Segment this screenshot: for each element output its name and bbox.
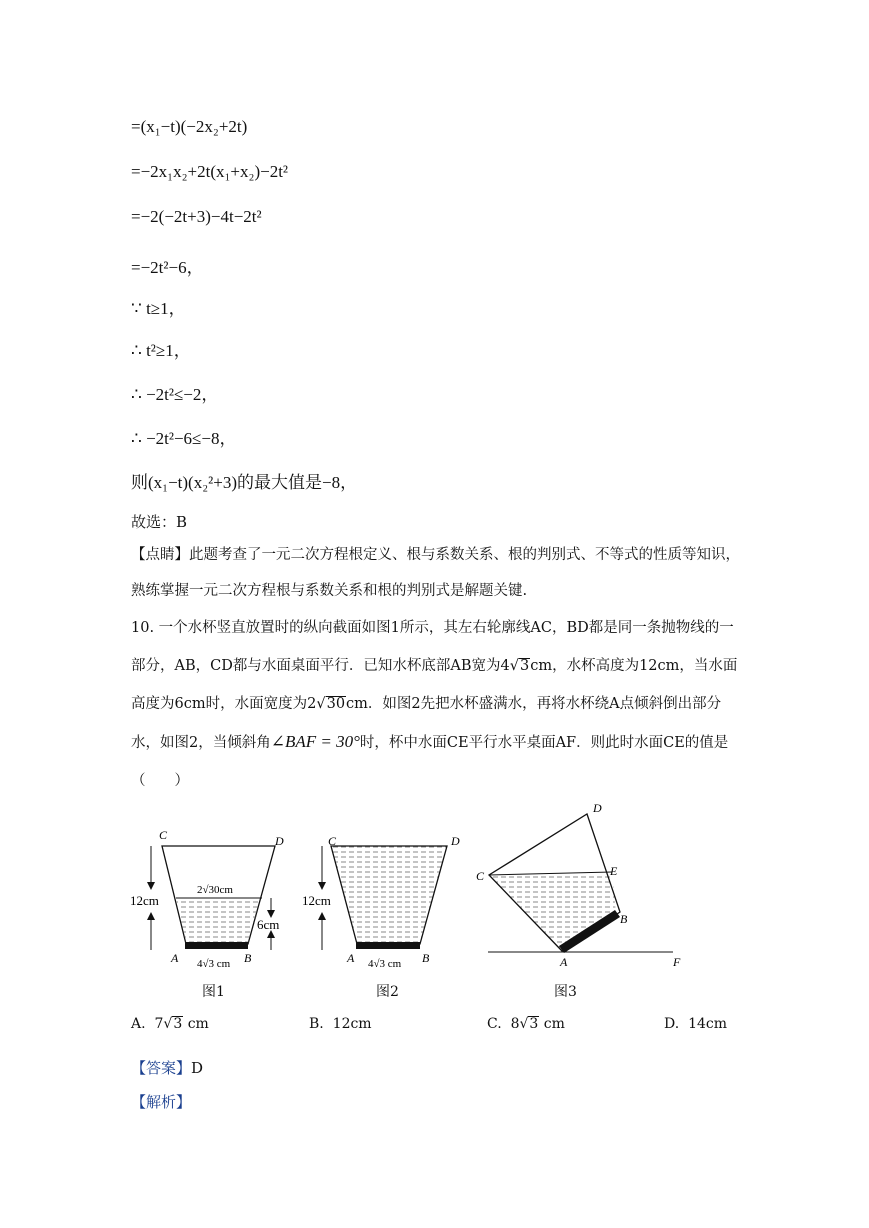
figures (125, 800, 725, 1000)
option-d[interactable]: D. 14cm (664, 1016, 728, 1032)
fig3-label-a: A (560, 955, 568, 969)
fig1-label-d: D (275, 834, 284, 848)
question-number: 10. (131, 620, 155, 636)
answer-value: D (191, 1059, 204, 1077)
step-6: ∴ t²≥1， (131, 341, 191, 360)
fig2-label-c: C (328, 834, 337, 848)
fig1-label-a: A (171, 951, 179, 965)
choice-line: 故选：B (131, 513, 188, 531)
fig1-label-b: B (244, 951, 252, 965)
comment-text: 此题考查了一元二次方程根定义、根与系数关系、根的判别式、不等式的性质等知识，熟练掌握一元二次方程根与系数关系和根的判别式是解题关键. (131, 547, 740, 599)
step-8: ∴ −2t²−6≤−8， (131, 429, 237, 448)
fig2-label-b: B (422, 951, 430, 965)
fig3-label-c: C (476, 869, 485, 883)
option-b[interactable]: B. 12cm (309, 1016, 372, 1032)
fig1-water-height-label: 6cm (257, 917, 280, 932)
fig2-height-label: 12cm (302, 893, 331, 908)
fig1-base-label: 4√3 cm (197, 958, 231, 970)
option-c[interactable]: C. 8√3 cm (487, 1016, 565, 1032)
comment-paragraph (131, 537, 741, 609)
fig3-caption: 图3 (554, 984, 577, 1000)
figure-3 (476, 801, 681, 969)
question-text-3: cm．如图2先把水杯盛满水，再将水杯绕A点倾斜倒出部分水，如图2，当倾斜角 (131, 696, 722, 751)
fig2-label-a: A (347, 951, 355, 965)
fig1-water-width-label: 2√30cm (197, 884, 233, 896)
fig3-label-d: D (593, 801, 602, 815)
fig3-label-e: E (610, 864, 618, 878)
question-text-2: cm，水杯高度为12cm，当水面高度为6cm时，水面宽度为 (131, 658, 738, 712)
fig3-label-b: B (620, 912, 628, 926)
step-3: =−2(−2t+3)−4t−2t² (131, 207, 262, 226)
water-width: 2√30 (307, 696, 346, 712)
analysis-line (131, 1091, 191, 1112)
figure-2 (302, 834, 460, 970)
fig2-label-d: D (451, 834, 460, 848)
question-text-1: 一个水杯竖直放置时的纵向截面如图1所示，其左右轮廓线AC，BD都是同一条抛物线的一部分，AB，CD都与水面桌面平行．已知水杯底部AB宽为 (131, 620, 734, 674)
step-7: ∴ −2t²≤−2， (131, 385, 219, 404)
fig1-height-label: 12cm (130, 893, 159, 908)
step-4: =−2t²−6， (131, 258, 204, 277)
analysis-tag: 【解析】 (131, 1093, 192, 1111)
figure-1 (130, 828, 284, 970)
fig3-label-f: F (673, 955, 681, 969)
question-text-4: 时，杯中水面CE平行水平桌面AF．则此时水面CE的值是（ ） (131, 735, 729, 789)
fig2-caption: 图2 (376, 984, 399, 1000)
ab-width: 4√3 (500, 658, 530, 674)
answer-tag: 【答案】 (131, 1059, 192, 1077)
angle-expression: ∠BAF = 30° (270, 732, 360, 751)
answer-line (131, 1057, 203, 1078)
fig1-caption: 图1 (202, 984, 225, 1000)
comment-tag: 【点睛】 (131, 547, 189, 563)
step-9: 则(x₁−t)(x₂²+3)的最大值是−8， (131, 473, 358, 492)
question-10 (131, 609, 741, 800)
fig1-label-c: C (159, 828, 168, 842)
step-1: =(x₁−t)(−2x₂+2t) (131, 117, 248, 136)
step-5: ∵ t≥1， (131, 299, 186, 318)
fig2-base-label: 4√3 cm (368, 958, 402, 970)
step-2: =−2x₁x₂+2t(x₁+x₂)−2t² (131, 162, 289, 181)
option-a[interactable]: A. 7√3 cm (131, 1016, 209, 1032)
